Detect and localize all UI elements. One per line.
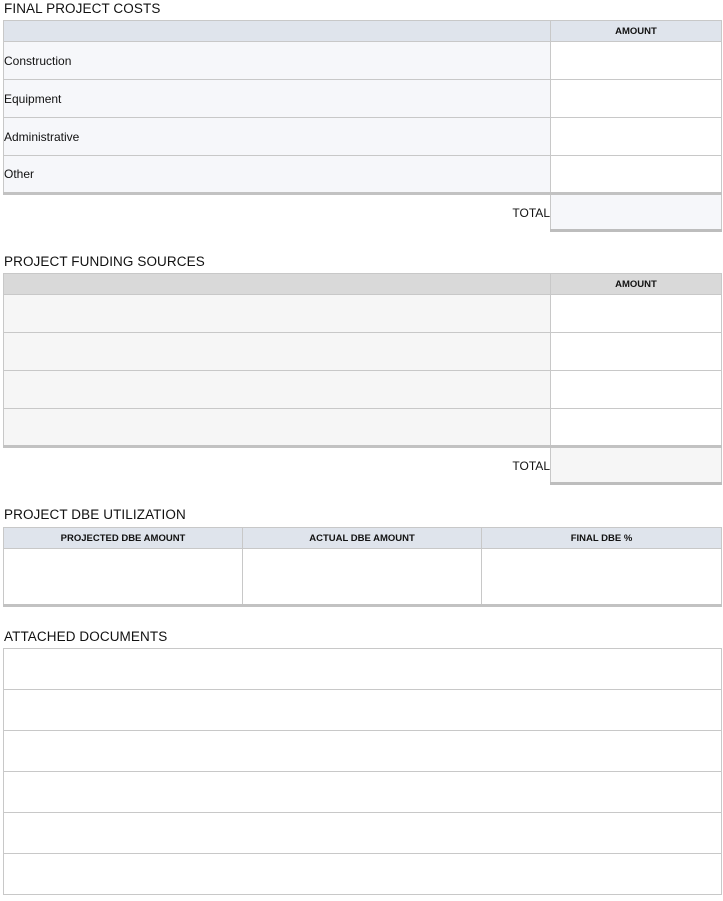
table-row <box>4 156 722 194</box>
table-row <box>4 772 722 813</box>
funding-source-field[interactable] <box>4 295 551 333</box>
table-row <box>4 333 722 371</box>
table-row <box>4 42 722 80</box>
attached-document-field[interactable] <box>4 772 722 813</box>
final-dbe-percent-field[interactable] <box>482 549 722 606</box>
final-project-costs-title: FINAL PROJECT COSTS <box>4 1 161 16</box>
table-row <box>4 813 722 854</box>
project-dbe-utilization-table <box>3 527 722 607</box>
table-row <box>4 649 722 690</box>
actual-dbe-amount-field[interactable] <box>243 549 482 606</box>
cost-label-equipment: Equipment <box>4 80 551 118</box>
final-project-costs-table <box>3 20 722 232</box>
funding-amount-field[interactable] <box>551 295 722 333</box>
attached-documents-title: ATTACHED DOCUMENTS <box>4 629 168 644</box>
table-header-row <box>4 21 722 42</box>
attached-document-field[interactable] <box>4 690 722 731</box>
funding-source-field[interactable] <box>4 409 551 447</box>
project-funding-sources-table <box>3 273 722 485</box>
total-row <box>4 447 722 484</box>
cost-label-other: Other <box>4 156 551 194</box>
table-row <box>4 690 722 731</box>
table-header-row <box>4 528 722 549</box>
source-header <box>4 274 551 295</box>
funding-amount-field[interactable] <box>551 409 722 447</box>
table-row <box>4 549 722 606</box>
cost-label-construction: Construction <box>4 42 551 80</box>
cost-label-administrative: Administrative <box>4 118 551 156</box>
funding-source-field[interactable] <box>4 333 551 371</box>
table-row <box>4 371 722 409</box>
funding-source-field[interactable] <box>4 371 551 409</box>
costs-total-label: TOTAL <box>4 194 551 231</box>
total-row <box>4 194 722 231</box>
table-header-row <box>4 274 722 295</box>
project-dbe-utilization-title: PROJECT DBE UTILIZATION <box>4 507 186 522</box>
projected-dbe-amount-header: PROJECTED DBE AMOUNT <box>4 528 243 549</box>
attached-document-field[interactable] <box>4 854 722 895</box>
actual-dbe-amount-header: ACTUAL DBE AMOUNT <box>243 528 482 549</box>
table-row <box>4 854 722 895</box>
attached-document-field[interactable] <box>4 649 722 690</box>
table-row <box>4 295 722 333</box>
attached-documents-table <box>3 648 722 895</box>
cost-amount-equipment[interactable] <box>551 80 722 118</box>
cost-amount-construction[interactable] <box>551 42 722 80</box>
attached-document-field[interactable] <box>4 731 722 772</box>
amount-header: AMOUNT <box>551 21 722 42</box>
projected-dbe-amount-field[interactable] <box>4 549 243 606</box>
table-row <box>4 118 722 156</box>
cost-amount-other[interactable] <box>551 156 722 194</box>
funding-amount-field[interactable] <box>551 333 722 371</box>
funding-total-field[interactable] <box>551 447 722 484</box>
attached-document-field[interactable] <box>4 813 722 854</box>
final-dbe-percent-header: FINAL DBE % <box>482 528 722 549</box>
project-funding-sources-title: PROJECT FUNDING SOURCES <box>4 254 205 269</box>
funding-amount-field[interactable] <box>551 371 722 409</box>
funding-total-label: TOTAL <box>4 447 551 484</box>
costs-total-field[interactable] <box>551 194 722 231</box>
table-row <box>4 409 722 447</box>
table-row <box>4 80 722 118</box>
amount-header: AMOUNT <box>551 274 722 295</box>
cost-amount-administrative[interactable] <box>551 118 722 156</box>
table-row <box>4 731 722 772</box>
label-header <box>4 21 551 42</box>
